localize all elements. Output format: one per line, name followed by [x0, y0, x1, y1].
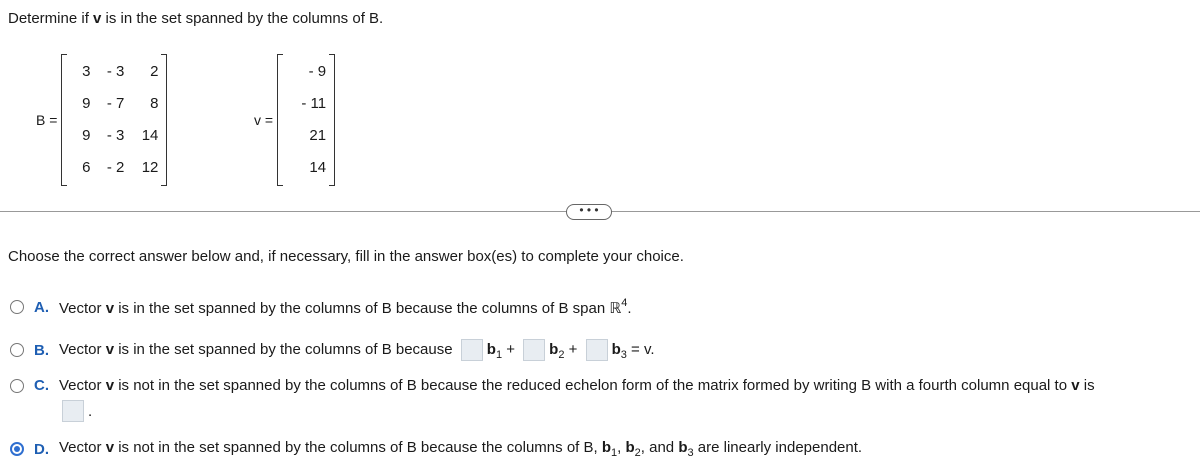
vector-v-label: v = [254, 112, 274, 128]
option-b-radio[interactable] [10, 343, 24, 357]
matrix-cell: - 3 [106, 127, 125, 144]
option-d-radio-selected[interactable] [10, 442, 24, 456]
option-c-radio[interactable] [10, 379, 24, 393]
matrix-cell: 12 [141, 159, 159, 176]
matrix-cell: - 7 [106, 95, 125, 112]
matrix-cell: 3 [82, 63, 91, 80]
matrix-B [36, 54, 167, 186]
vector-cell: 21 [309, 127, 327, 144]
answer-box-b2-coefficient[interactable] [523, 339, 545, 361]
matrix-cell: 9 [82, 95, 91, 112]
vector-cell: - 11 [301, 95, 327, 112]
option-d-text: Vector v is not in the set spanned by the columns of B because the columns of B, $b_1$, $b_2$, and $b_3$ are linearly independent. [59, 439, 863, 459]
vector-cell: - 9 [308, 63, 327, 80]
matrix-cell: - 2 [106, 159, 125, 176]
option-a-text: Vector v is in the set spanned by the columns of B because the columns of B span ℝ$^4$. [59, 297, 632, 317]
option-b-letter: B. [34, 341, 49, 359]
vector-v [254, 54, 335, 186]
option-c[interactable] [10, 377, 1095, 394]
matrix-B-label: B = [36, 112, 58, 128]
more-options-button[interactable]: • • • [566, 204, 612, 220]
answer-box-reduced-echelon[interactable] [62, 400, 84, 422]
option-a-radio[interactable] [10, 300, 24, 314]
answer-box-b3-coefficient[interactable] [586, 339, 608, 361]
option-d[interactable] [10, 439, 862, 459]
matrix-cell: 2 [150, 63, 159, 80]
option-c-letter: C. [34, 377, 49, 394]
option-a[interactable] [10, 297, 632, 317]
option-a-letter: A. [34, 298, 49, 316]
answer-box-b1-coefficient[interactable] [461, 339, 483, 361]
real-numbers-symbol: ℝ [609, 300, 622, 317]
vector-v-entries [277, 54, 335, 186]
option-c-continuation: . [62, 400, 92, 422]
matrix-cell: 9 [82, 127, 91, 144]
matrix-cell: 6 [82, 159, 91, 176]
question-prefix: Determine if [8, 10, 94, 27]
option-b-text: Vector v is in the set spanned by the columns of B because $b_1 + b_2 + b_3 = v$. [59, 340, 655, 361]
vector-v-symbol: v [93, 10, 102, 27]
option-b[interactable] [10, 339, 655, 361]
instruction-text: Choose the correct answer below and, if necessary, fill in the answer box(es) to complete your choice. [8, 248, 684, 265]
matrix-cell: 8 [150, 95, 159, 112]
question-text [8, 10, 383, 27]
matrix-cell: 14 [141, 127, 159, 144]
vector-cell: 14 [309, 159, 327, 176]
question-suffix: is in the set spanned by the columns of B. [101, 10, 384, 27]
option-c-text: Vector v is not in the set spanned by the columns of B because the reduced echelon form of the matrix formed by writing B with a fourth column equal to v is [59, 377, 1095, 394]
option-d-letter: D. [34, 440, 49, 458]
matrix-cell: - 3 [106, 63, 125, 80]
matrix-B-entries [61, 54, 167, 186]
